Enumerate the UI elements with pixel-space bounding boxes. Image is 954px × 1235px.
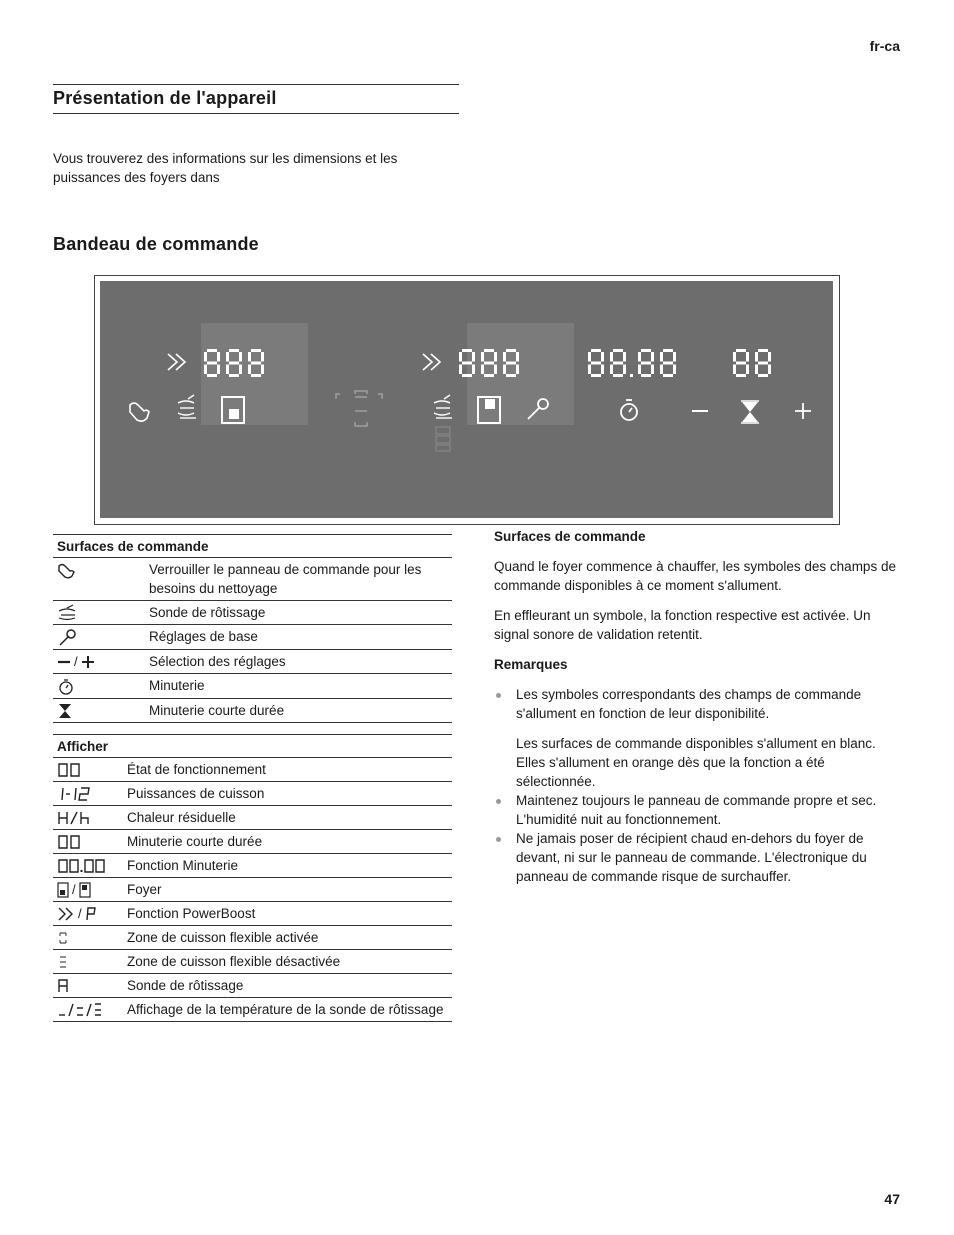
display-table <box>53 734 452 1022</box>
remarks-list <box>494 685 902 886</box>
seg-00-icon <box>57 834 83 850</box>
right-column <box>494 527 902 886</box>
symbol-separator: / <box>74 653 78 669</box>
panel-artwork <box>100 281 833 518</box>
table-row: Sonde de rôtissage <box>53 601 452 625</box>
table-row: Réglages de base <box>53 625 452 649</box>
table-row: / Foyer <box>53 878 452 902</box>
intro-paragraph: Vous trouverez des informations sur les dimensions et les puissances des foyers dans <box>53 151 398 185</box>
table-row: Verrouiller le panneau de commande pour les besoins du nettoyage <box>53 558 452 601</box>
title-rule-bottom <box>53 113 459 114</box>
roast-probe-icon-mid <box>434 395 452 418</box>
table-row: Puissances de cuisson <box>53 782 452 806</box>
seg-A-icon <box>57 978 69 994</box>
seg-00-icon <box>57 762 83 778</box>
table-row: / Fonction PowerBoost <box>53 902 452 926</box>
controls-table-header: Surfaces de commande <box>53 535 452 558</box>
paragraph-1: Quand le foyer commence à chauffer, les symboles des champs de commande disponibles à ce moment s'allument. <box>494 559 896 593</box>
burner-left-icon <box>222 397 244 423</box>
list-item: Ne jamais poser de récipient chaud en-dehors du foyer de devant, ni sur le panneau de commande. L'électronique du panneau de commande risque de surchauffer. <box>494 829 902 886</box>
seg-P-icon <box>85 906 97 922</box>
boost-left-icon <box>168 354 185 370</box>
language-code: fr-ca <box>869 38 900 54</box>
hourglass-icon <box>57 702 73 720</box>
flex-zone-icon <box>336 391 382 426</box>
roast-probe-icon <box>57 604 77 622</box>
table-row: / Sélection des réglages <box>53 649 452 673</box>
table-row: Minuterie courte durée <box>53 830 452 854</box>
control-panel <box>100 281 833 518</box>
hourglass-icon <box>741 401 759 423</box>
paragraph-2: En effleurant un symbole, la fonction respective est activée. Un signal sonore de validation retentit. <box>494 608 871 642</box>
table-row: Sonde de rôtissage <box>53 974 452 998</box>
controls-heading: Surfaces de commande <box>494 529 646 544</box>
hand-lock-icon <box>57 561 77 579</box>
table-row: Affichage de la température de la sonde de rôtissage <box>53 998 452 1022</box>
wrench-icon <box>528 399 548 419</box>
plus-icon <box>795 403 811 419</box>
bullet-icon <box>496 799 501 804</box>
table-row: État de fonctionnement <box>53 758 452 782</box>
stopwatch-icon <box>621 400 637 420</box>
list-item: Les symboles correspondants des champs de commande s'allument en fonction de leur disponibilité. Les surfaces de commande disponibles s'allument en blanc. Elles s'allument en orange dès que la fonction a été sélectionnée. <box>494 685 902 791</box>
remarks-heading: Remarques <box>494 657 568 672</box>
list-item: Maintenez toujours le panneau de commande propre et sec. L'humidité nuit au fonctionnement. <box>494 791 902 829</box>
roast-probe-icon-left <box>178 395 196 418</box>
burner-front-icon <box>57 882 69 898</box>
control-panel-figure <box>94 275 840 525</box>
seg-H-h-icon <box>57 810 91 826</box>
probe-temp-icon <box>57 1002 105 1018</box>
symbol-separator: / <box>72 882 76 897</box>
minus-icon <box>57 653 71 671</box>
powerboost-icon <box>57 906 75 922</box>
table-row: Zone de cuisson flexible désactivée <box>53 950 452 974</box>
page-number: 47 <box>884 1191 900 1207</box>
plus-icon <box>81 653 95 671</box>
bullet-icon <box>496 693 501 698</box>
burner-rear-icon <box>79 882 91 898</box>
table-row: Chaleur résiduelle <box>53 806 452 830</box>
table-row: Fonction Minuterie <box>53 854 452 878</box>
seg-00-00-icon <box>57 858 109 874</box>
flex-on-icon <box>57 930 69 946</box>
section-title-presentation: Présentation de l'appareil <box>53 88 277 108</box>
seg-1-12-icon <box>57 786 97 802</box>
burner-mid-icon <box>478 397 500 423</box>
boost-mid-icon <box>423 354 440 370</box>
bullet-icon <box>496 837 501 842</box>
table-row: Minuterie courte durée <box>53 698 452 722</box>
symbol-separator: / <box>78 906 82 921</box>
display-table-header: Afficher <box>53 735 452 758</box>
wrench-icon <box>57 629 77 647</box>
flex-off-icon <box>57 954 69 970</box>
probe-temp-faint-icon <box>436 427 450 451</box>
title-rule-top <box>53 84 459 85</box>
stopwatch-icon <box>57 678 75 696</box>
section-title-control-panel: Bandeau de commande <box>53 234 259 254</box>
table-row: Zone de cuisson flexible activée <box>53 926 452 950</box>
hand-lock-icon <box>130 403 149 421</box>
table-row: Minuterie <box>53 674 452 698</box>
controls-table <box>53 534 452 723</box>
